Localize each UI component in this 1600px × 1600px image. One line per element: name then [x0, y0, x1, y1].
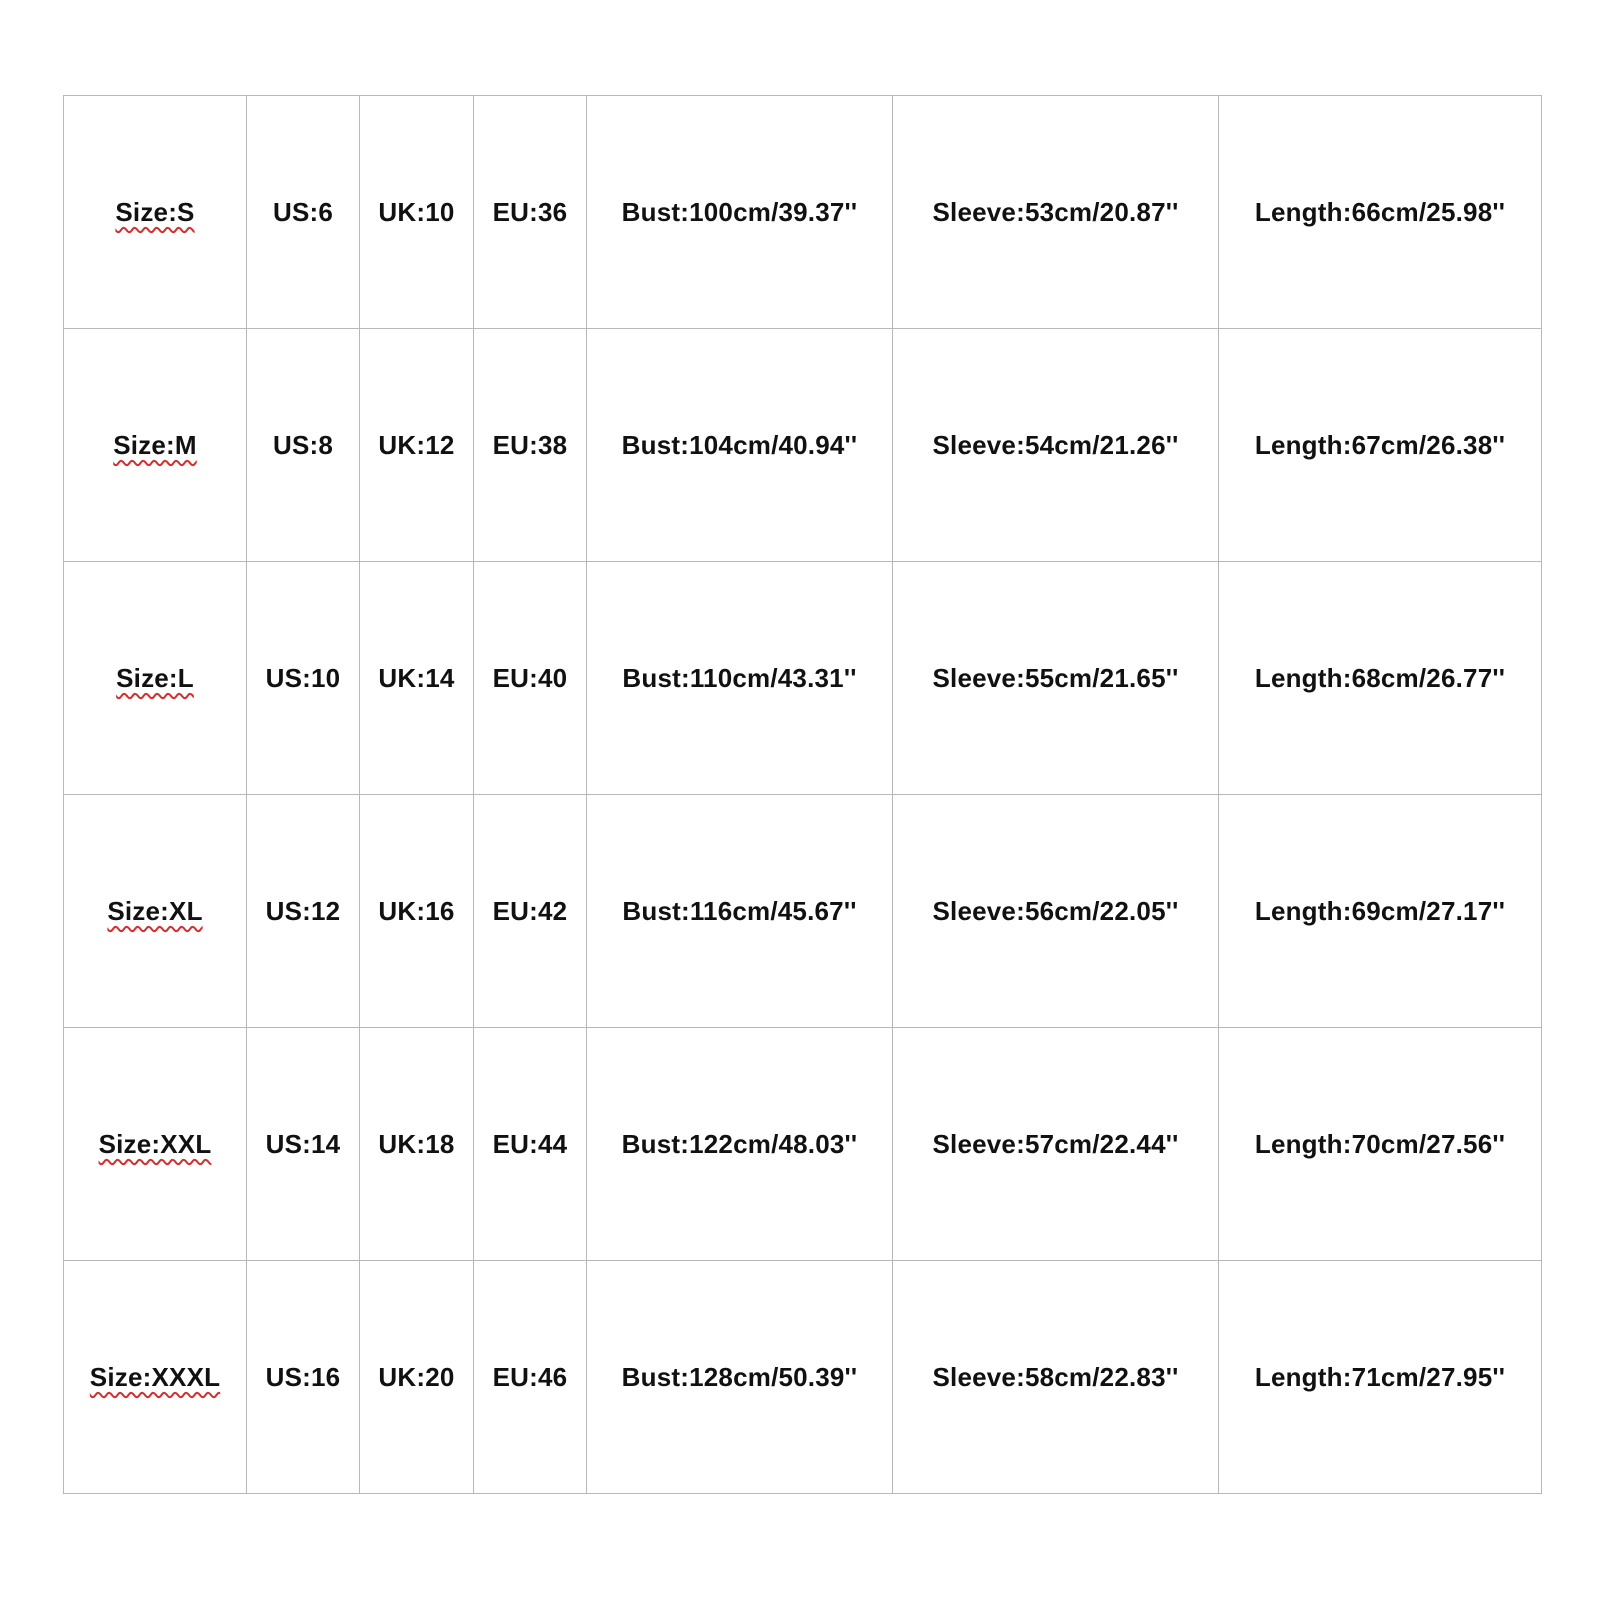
- size-label: Size:XXL: [98, 1128, 212, 1159]
- length-cell: Length:67cm/26.38'': [1219, 329, 1542, 562]
- length-cell: Length:70cm/27.56'': [1219, 1028, 1542, 1261]
- size-label: Size:L: [116, 662, 194, 693]
- size-label: Size:S: [115, 196, 195, 227]
- sleeve-cell: Sleeve:56cm/22.05'': [893, 795, 1219, 1028]
- size-cell: [64, 1028, 247, 1261]
- uk-size-cell: UK:20: [360, 1261, 474, 1494]
- size-row: [64, 1261, 1542, 1494]
- eu-size-cell: EU:38: [474, 329, 587, 562]
- length-cell: Length:71cm/27.95'': [1219, 1261, 1542, 1494]
- uk-size-cell: UK:10: [360, 96, 474, 329]
- size-label: Size:XXXL: [89, 1361, 221, 1392]
- eu-size-cell: EU:46: [474, 1261, 587, 1494]
- eu-size-cell: EU:42: [474, 795, 587, 1028]
- sleeve-cell: Sleeve:54cm/21.26'': [893, 329, 1219, 562]
- length-cell: Length:66cm/25.98'': [1219, 96, 1542, 329]
- size-cell: [64, 1261, 247, 1494]
- us-size-cell: US:14: [247, 1028, 360, 1261]
- uk-size-cell: UK:18: [360, 1028, 474, 1261]
- size-cell: [64, 795, 247, 1028]
- sleeve-cell: Sleeve:53cm/20.87'': [893, 96, 1219, 329]
- size-row: [64, 1028, 1542, 1261]
- bust-cell: Bust:110cm/43.31'': [587, 562, 893, 795]
- bust-cell: Bust:100cm/39.37'': [587, 96, 893, 329]
- length-cell: Length:69cm/27.17'': [1219, 795, 1542, 1028]
- uk-size-cell: UK:16: [360, 795, 474, 1028]
- uk-size-cell: UK:12: [360, 329, 474, 562]
- size-row: [64, 795, 1542, 1028]
- sleeve-cell: Sleeve:55cm/21.65'': [893, 562, 1219, 795]
- size-cell: [64, 329, 247, 562]
- bust-cell: Bust:128cm/50.39'': [587, 1261, 893, 1494]
- size-cell: [64, 562, 247, 795]
- size-label: Size:M: [113, 429, 197, 460]
- us-size-cell: US:12: [247, 795, 360, 1028]
- size-cell: [64, 96, 247, 329]
- eu-size-cell: EU:40: [474, 562, 587, 795]
- eu-size-cell: EU:36: [474, 96, 587, 329]
- bust-cell: Bust:104cm/40.94'': [587, 329, 893, 562]
- size-label: Size:XL: [107, 895, 203, 926]
- size-row: [64, 329, 1542, 562]
- us-size-cell: US:8: [247, 329, 360, 562]
- bust-cell: Bust:116cm/45.67'': [587, 795, 893, 1028]
- bust-cell: Bust:122cm/48.03'': [587, 1028, 893, 1261]
- size-chart-table: [63, 95, 1542, 1494]
- size-row: [64, 96, 1542, 329]
- sleeve-cell: Sleeve:58cm/22.83'': [893, 1261, 1219, 1494]
- us-size-cell: US:10: [247, 562, 360, 795]
- length-cell: Length:68cm/26.77'': [1219, 562, 1542, 795]
- sleeve-cell: Sleeve:57cm/22.44'': [893, 1028, 1219, 1261]
- eu-size-cell: EU:44: [474, 1028, 587, 1261]
- us-size-cell: US:16: [247, 1261, 360, 1494]
- uk-size-cell: UK:14: [360, 562, 474, 795]
- us-size-cell: US:6: [247, 96, 360, 329]
- size-row: [64, 562, 1542, 795]
